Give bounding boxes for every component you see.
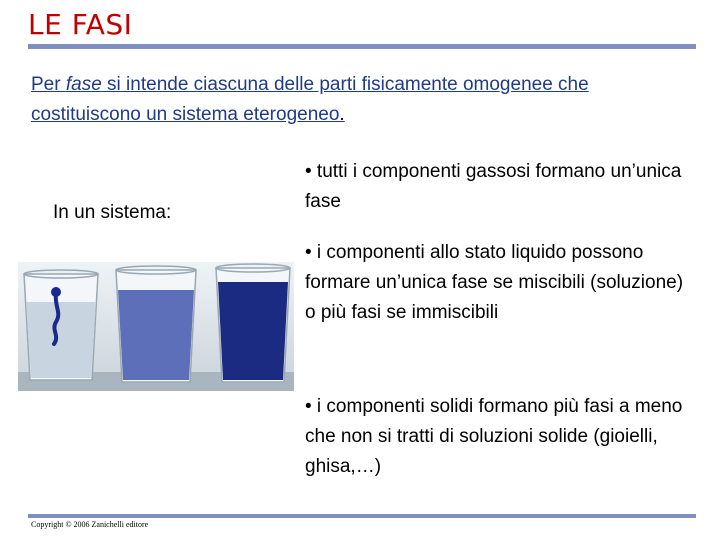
- glass-2: [116, 266, 196, 382]
- intro-label: In un sistema:: [53, 202, 172, 223]
- bullet-liquids: • i componenti allo stato liquido possono formare un’unica fase se miscibili (soluzione) o più fasi se immiscibili: [305, 242, 684, 323]
- copyright-notice: Copyright © 2006 Zanichelli editore: [31, 520, 149, 529]
- definition-part2: si intende ciascuna delle parti fisicamente omogenee che costituiscono un sistema eterogeneo: [31, 74, 589, 125]
- definition-emphasis: fase: [65, 74, 102, 95]
- footer-divider: [28, 514, 696, 518]
- glasses-illustration: [18, 262, 294, 391]
- glass-1-liquid: [26, 302, 96, 378]
- bullet-solids: • i componenti solidi formano più fasi a meno che non si tratti di soluzioni solide (gioielli, ghisa,…): [305, 396, 683, 477]
- glass-1: [24, 270, 98, 380]
- glass-2-liquid: [118, 290, 194, 380]
- glass-3-liquid: [218, 282, 288, 380]
- title-divider: [28, 44, 696, 49]
- slide-title: LE FASI: [28, 8, 133, 41]
- glasses-photo: [18, 262, 294, 391]
- definition-text: [31, 70, 681, 130]
- definition-part1: Per: [31, 74, 66, 95]
- glass-3: [216, 264, 290, 382]
- definition-period: .: [339, 104, 345, 125]
- bullet-gases: • tutti i componenti gassosi formano un’unica fase: [305, 161, 682, 212]
